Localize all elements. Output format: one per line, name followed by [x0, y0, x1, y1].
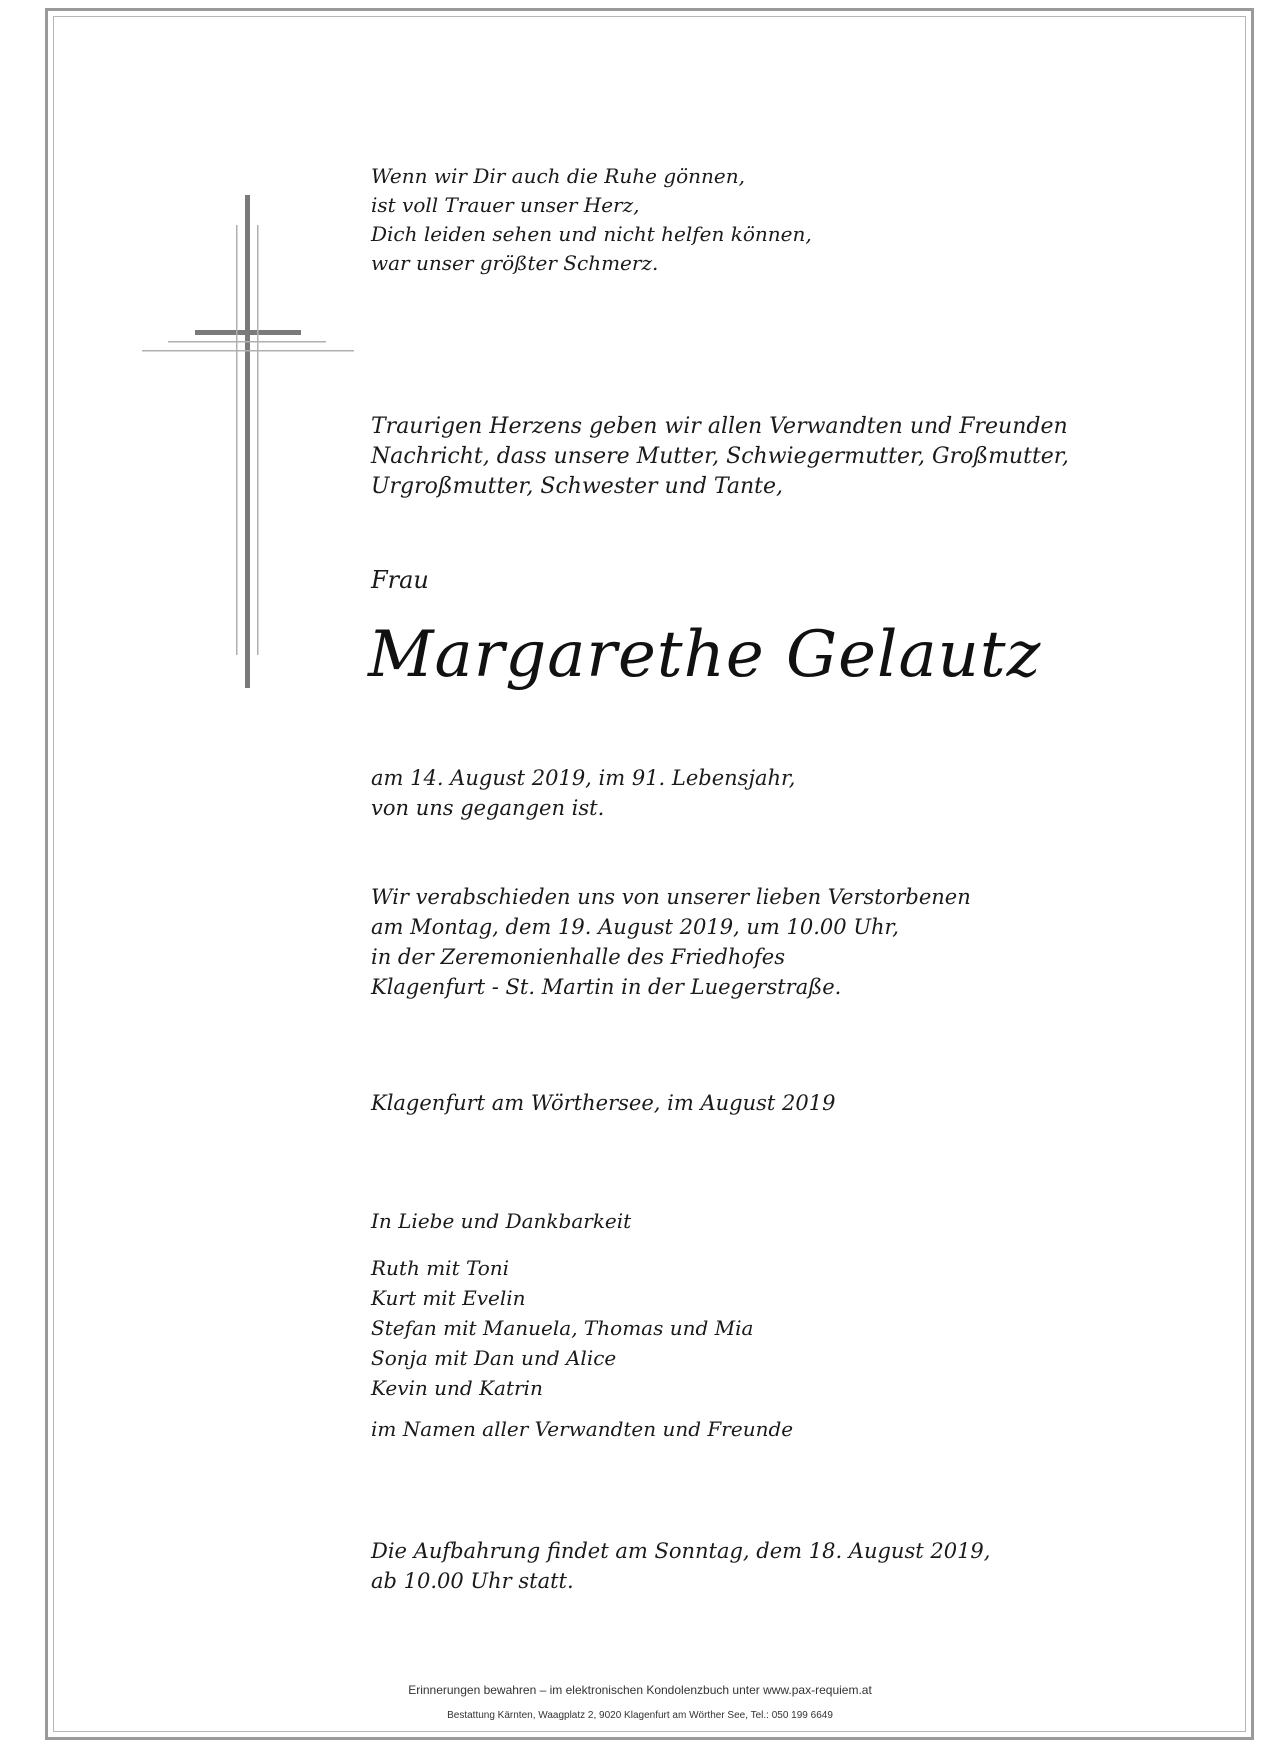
- undertaker-address: Bestattung Kärnten, Waagplatz 2, 9020 Klagenfurt am Wörther See, Tel.: 050 199 6649: [447, 1710, 833, 1721]
- death-date: [371, 763, 795, 823]
- verse-line: Dich leiden sehen und nicht helfen können,: [371, 222, 812, 246]
- viewing-info: [371, 1536, 990, 1596]
- mourners-footer: im Namen aller Verwandten und Freunde: [371, 1417, 794, 1441]
- service-line: am Montag, dem 19. August 2019, um 10.00 Uhr,: [371, 915, 899, 939]
- mourner-name: Kevin und Katrin: [371, 1376, 543, 1400]
- condolence-note: Erinnerungen bewahren – im elektronischen Kondolenzbuch unter www.pax-requiem.at: [408, 1683, 872, 1697]
- service-line: Wir verabschieden uns von unserer lieben Verstorbenen: [371, 885, 971, 909]
- intro-line: Urgroßmutter, Schwester und Tante,: [371, 474, 784, 499]
- intro-line: Traurigen Herzens geben wir allen Verwandten und Freunden: [371, 414, 1068, 439]
- viewing-line: ab 10.00 Uhr statt.: [371, 1569, 574, 1593]
- viewing-line: Die Aufbahrung findet am Sonntag, dem 18. August 2019,: [371, 1539, 991, 1563]
- mourner-name: Sonja mit Dan und Alice: [371, 1346, 617, 1370]
- verse-line: Wenn wir Dir auch die Ruhe gönnen,: [371, 164, 745, 188]
- death-line: am 14. August 2019, im 91. Lebensjahr,: [371, 766, 796, 790]
- announcement-intro: [371, 412, 1069, 502]
- verse: [371, 162, 812, 278]
- service-line: in der Zeremonienhalle des Friedhofes: [371, 945, 785, 969]
- verse-line: war unser größter Schmerz.: [371, 251, 659, 275]
- deceased-name: Margarethe Gelautz: [368, 618, 1042, 692]
- verse-line: ist voll Trauer unser Herz,: [371, 193, 640, 217]
- mourner-name: Kurt mit Evelin: [371, 1286, 526, 1310]
- service-line: Klagenfurt - St. Martin in der Luegerstraße.: [371, 975, 842, 999]
- mourner-name: Ruth mit Toni: [371, 1256, 510, 1280]
- mourner-name: Stefan mit Manuela, Thomas und Mia: [371, 1316, 754, 1340]
- death-line: von uns gegangen ist.: [371, 796, 605, 820]
- intro-line: Nachricht, dass unsere Mutter, Schwiegermutter, Großmutter,: [371, 444, 1069, 469]
- funeral-service: [371, 882, 971, 1002]
- place-date: Klagenfurt am Wörthersee, im August 2019: [371, 1091, 836, 1115]
- salutation: Frau: [371, 566, 429, 594]
- mourners-heading: In Liebe und Dankbarkeit: [371, 1209, 632, 1233]
- mourners-list: [371, 1253, 753, 1403]
